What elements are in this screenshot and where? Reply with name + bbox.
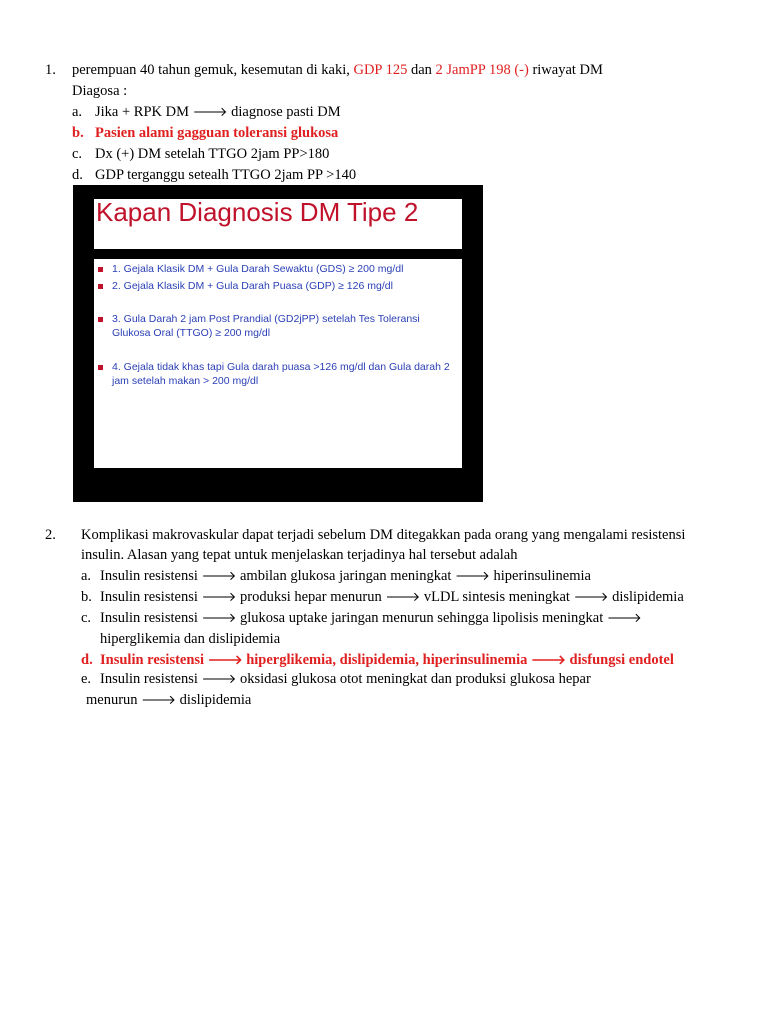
arrow-icon: 🡒 [192,105,228,120]
bullet-square-icon [98,317,103,322]
q1-2jampp-value: 2 JamPP 198 (-) [435,62,529,78]
option-text-part: Insulin resistensi [100,652,208,668]
option-label: b. [72,125,84,141]
bullet-text: 2. Gejala Klasik DM + Gula Darah Puasa (GDP) ≥ 126 mg/dl [112,280,393,292]
option-text-part: hiperinsulinemia [489,568,591,584]
bullet-text: 4. Gejala tidak khas tapi Gula darah puasa >126 mg/dl dan Gula darah 2 jam setelah makan > 200 mg/dl [112,361,450,387]
option-text-part: Jika + RPK DM [95,104,193,120]
q1-text-part: perempuan 40 tahun gemuk, kesemutan di kaki, [72,62,354,78]
bullet-text: 1. Gejala Klasik DM + Gula Darah Sewaktu (GDS) ≥ 200 mg/dl [112,263,404,275]
question-2-text-line-2: insulin. Alasan yang tepat untuk menjelaskan terjadinya hal tersebut adalah [81,547,518,563]
option-text [100,567,591,586]
option-text-part: Insulin resistensi [100,589,202,605]
option-text-part: Insulin resistensi [100,568,202,584]
option-label: a. [72,104,83,120]
arrow-icon: 🡒 [201,672,237,687]
option-label: e. [81,671,92,687]
arrow-icon: 🡒 [606,611,642,626]
option-text-part: Insulin resistensi [100,610,202,626]
option-label: d. [72,167,83,183]
option-label: b. [81,589,92,605]
option-text-part: oksidasi glukosa otot meningkat dan produksi glukosa hepar [236,671,591,687]
arrow-icon: 🡒 [201,611,237,626]
option-text-part: Insulin resistensi [100,671,202,687]
option-text: GDP terganggu setealh TTGO 2jam PP >140 [95,167,357,183]
arrow-icon: 🡒 [385,590,421,605]
q1-text-part: dan [407,62,436,78]
option-text: Pasien alami gagguan toleransi glukosa [95,125,339,141]
option-text-part: diagnose pasti DM [227,104,341,120]
bullet-square-icon [98,365,103,370]
q1-text-part: riwayat DM [528,62,603,78]
arrow-icon: 🡒 [531,653,566,668]
slide-title-box [94,199,462,249]
option-text: Dx (+) DM setelah TTGO 2jam PP>180 [95,146,330,162]
q2-option-c-continuation: hiperglikemia dan dislipidemia [100,631,281,647]
q1-gdp-value: GDP 125 [353,62,408,78]
arrow-icon: 🡒 [573,590,609,605]
option-label: a. [81,568,92,584]
arrow-icon: 🡒 [201,569,237,584]
question-2-text-line-1: Komplikasi makrovaskular dapat terjadi sebelum DM ditegakkan pada orang yang mengalami resistensi [81,527,686,543]
option-label: c. [81,610,92,626]
question-2-number: 2. [45,527,56,543]
arrow-icon: 🡒 [141,693,177,708]
option-text-part: menurun [86,692,142,708]
question-1-subtitle: Diagosa : [72,83,128,99]
option-text-part: ambilan glukosa jaringan meningkat [236,568,456,584]
option-label: d. [81,652,93,668]
slide-title: Kapan Diagnosis DM Tipe 2 [96,199,419,227]
option-text-part: produksi hepar menurun [236,589,386,605]
option-text-part: hiperglikemia, dislipidemia, hiperinsulinemia [242,652,532,668]
question-1-text [72,61,603,79]
option-text [100,670,591,689]
bullet-square-icon [98,267,103,272]
question-1-number: 1. [45,62,56,78]
option-text-part: glukosa uptake jaringan menurun sehingga lipolisis meningkat [236,610,607,626]
slide-image [73,185,483,502]
q2-option-e-continuation [86,691,251,710]
arrow-icon: 🡒 [201,590,237,605]
bullet-square-icon [98,284,103,289]
option-text [100,588,684,607]
option-text [100,609,642,628]
arrow-icon: 🡒 [207,653,243,668]
option-text-part: dislipidemia [176,692,252,708]
bullet-text: 3. Gula Darah 2 jam Post Prandial (GD2jPP) setelah Tes Toleransi Glukosa Oral (TTGO) ≥ 200 mg/dl [112,313,420,339]
option-text [100,651,674,670]
option-text-part: dislipidemia [608,589,684,605]
option-text-part: vLDL sintesis meningkat [420,589,574,605]
option-text [95,103,341,122]
slide-body [94,259,462,468]
option-label: c. [72,146,83,162]
option-text-part: disfungsi endotel [565,652,674,668]
arrow-icon: 🡒 [455,569,490,584]
